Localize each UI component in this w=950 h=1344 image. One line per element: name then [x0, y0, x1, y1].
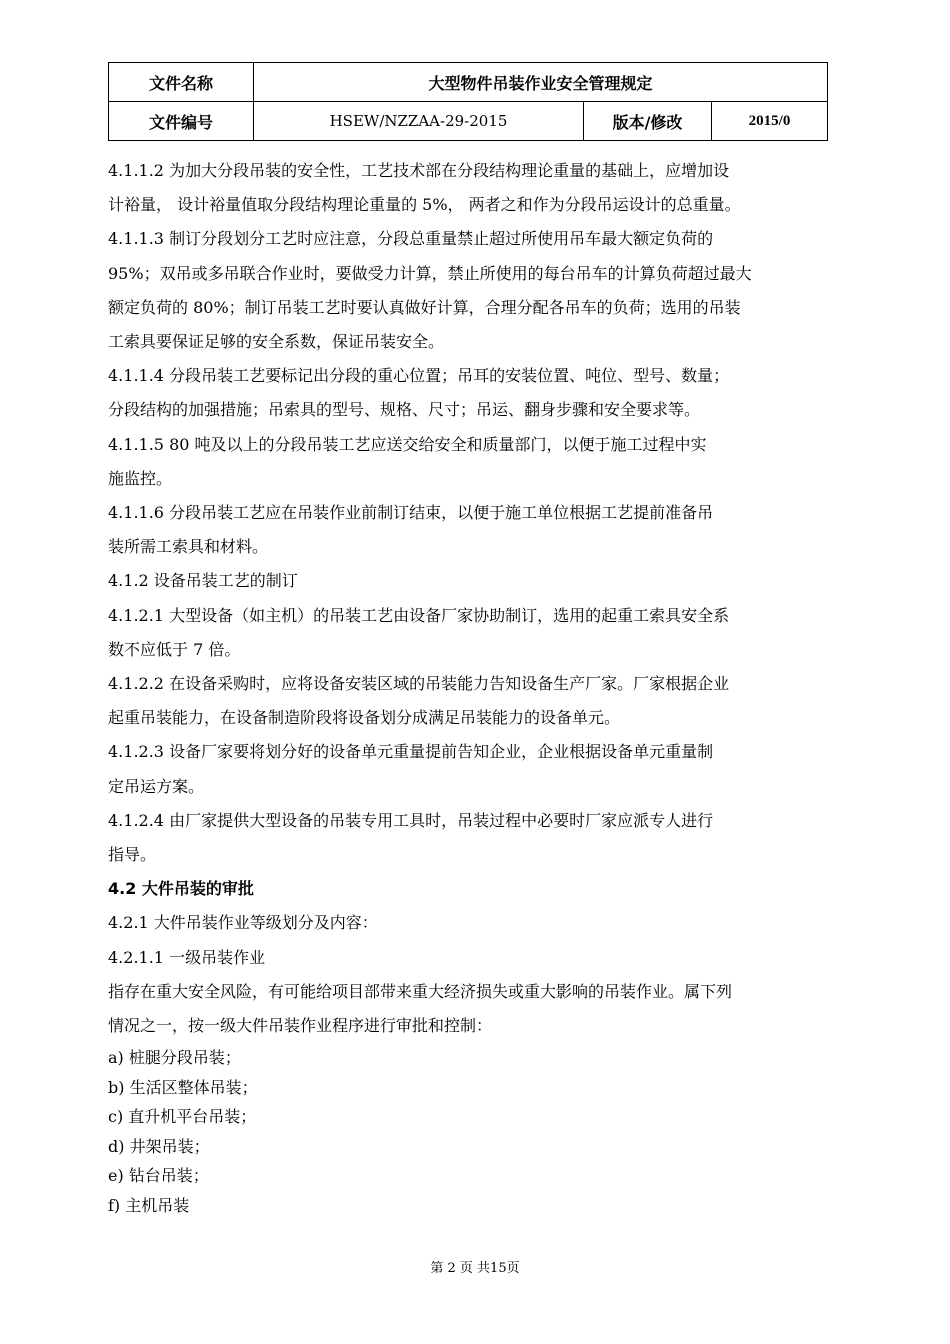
version-value: 2015/0: [712, 102, 828, 141]
body-line: 施监控。: [108, 468, 173, 488]
list-item: c) 直升机平台吊装；: [108, 1107, 257, 1127]
list-item: e) 钻台吊装；: [108, 1166, 209, 1186]
list-item: f) 主机吊装: [108, 1195, 190, 1215]
body-line: 4.2.1.1 一级吊装作业: [108, 947, 266, 967]
header-row-name: [109, 63, 828, 102]
list-item: d) 井架吊装；: [108, 1136, 210, 1156]
version-label: 版本/修改: [584, 102, 712, 141]
body-line: 计裕量， 设计裕量值取分段结构理论重量的 5%， 两者之和作为分段吊运设计的总重量。: [108, 195, 741, 215]
body-line: 分段结构的加强措施；吊索具的型号、规格、尺寸；吊运、翻身步骤和安全要求等。: [108, 400, 701, 420]
header-row-number: [109, 102, 828, 141]
document-body: [108, 154, 843, 1220]
body-line: 4.1.2.2 在设备采购时，应将设备安装区域的吊装能力告知设备生产厂家。厂家根据企业: [108, 674, 730, 694]
document-header-table: [108, 62, 828, 141]
list-item: a) 桩腿分段吊装；: [108, 1048, 241, 1068]
body-line: 4.1.1.5 80 吨及以上的分段吊装工艺应送交给安全和质量部门，以便于施工过程中实: [108, 434, 707, 454]
body-line: 指存在重大安全风险，有可能给项目部带来重大经济损失或重大影响的吊装作业。属下列: [108, 981, 733, 1001]
body-line: 4.1.1.3 制订分段划分工艺时应注意，分段总重量禁止超过所使用吊车最大额定负荷的: [108, 229, 714, 249]
file-name-label: 文件名称: [109, 63, 254, 102]
body-line: 定吊运方案。: [108, 776, 205, 796]
body-line: 4.1.1.4 分段吊装工艺要标记出分段的重心位置；吊耳的安装位置、吨位、型号、数量；: [108, 366, 730, 386]
body-line: 4.1.1.6 分段吊装工艺应在吊装作业前制订结束，以便于施工单位根据工艺提前准备吊: [108, 503, 714, 523]
list-item: b) 生活区整体吊装；: [108, 1077, 258, 1097]
file-number-value: HSEW/NZZAA-29-2015: [254, 102, 584, 141]
body-line: 数不应低于 7 倍。: [108, 639, 241, 659]
file-name-value: 大型物件吊装作业安全管理规定: [254, 63, 828, 102]
body-line: 4.1.2 设备吊装工艺的制订: [108, 571, 298, 591]
body-line: 95%；双吊或多吊联合作业时，要做受力计算，禁止所使用的每台吊车的计算负荷超过最大: [108, 263, 752, 283]
body-line: 装所需工索具和材料。: [108, 537, 269, 557]
body-line: 4.2.1 大件吊装作业等级划分及内容：: [108, 913, 378, 933]
body-line: 指导。: [108, 845, 157, 865]
body-line: 情况之一，按一级大件吊装作业程序进行审批和控制：: [108, 1016, 493, 1036]
body-line: 额定负荷的 80%；制订吊装工艺时要认真做好计算，合理分配各吊车的负荷；选用的吊装: [108, 297, 741, 317]
section-heading: 4.2 大件吊装的审批: [108, 879, 254, 899]
body-line: 4.1.1.2 为加大分段吊装的安全性，工艺技术部在分段结构理论重量的基础上，应增加设: [108, 161, 730, 180]
file-number-label: 文件编号: [109, 102, 254, 141]
body-line: 起重吊装能力，在设备制造阶段将设备划分成满足吊装能力的设备单元。: [108, 708, 621, 728]
body-line: 4.1.2.3 设备厂家要将划分好的设备单元重量提前告知企业，企业根据设备单元重量制: [108, 742, 714, 762]
page-number-footer: 第 2 页 共15页: [430, 1261, 520, 1276]
body-line: 4.1.2.1 大型设备（如主机）的吊装工艺由设备厂家协助制订，选用的起重工索具安全系: [108, 605, 730, 625]
body-line: 4.1.2.4 由厂家提供大型设备的吊装专用工具时，吊装过程中必要时厂家应派专人进行: [108, 810, 714, 830]
body-line: 工索具要保证足够的安全系数，保证吊装安全。: [108, 332, 445, 352]
